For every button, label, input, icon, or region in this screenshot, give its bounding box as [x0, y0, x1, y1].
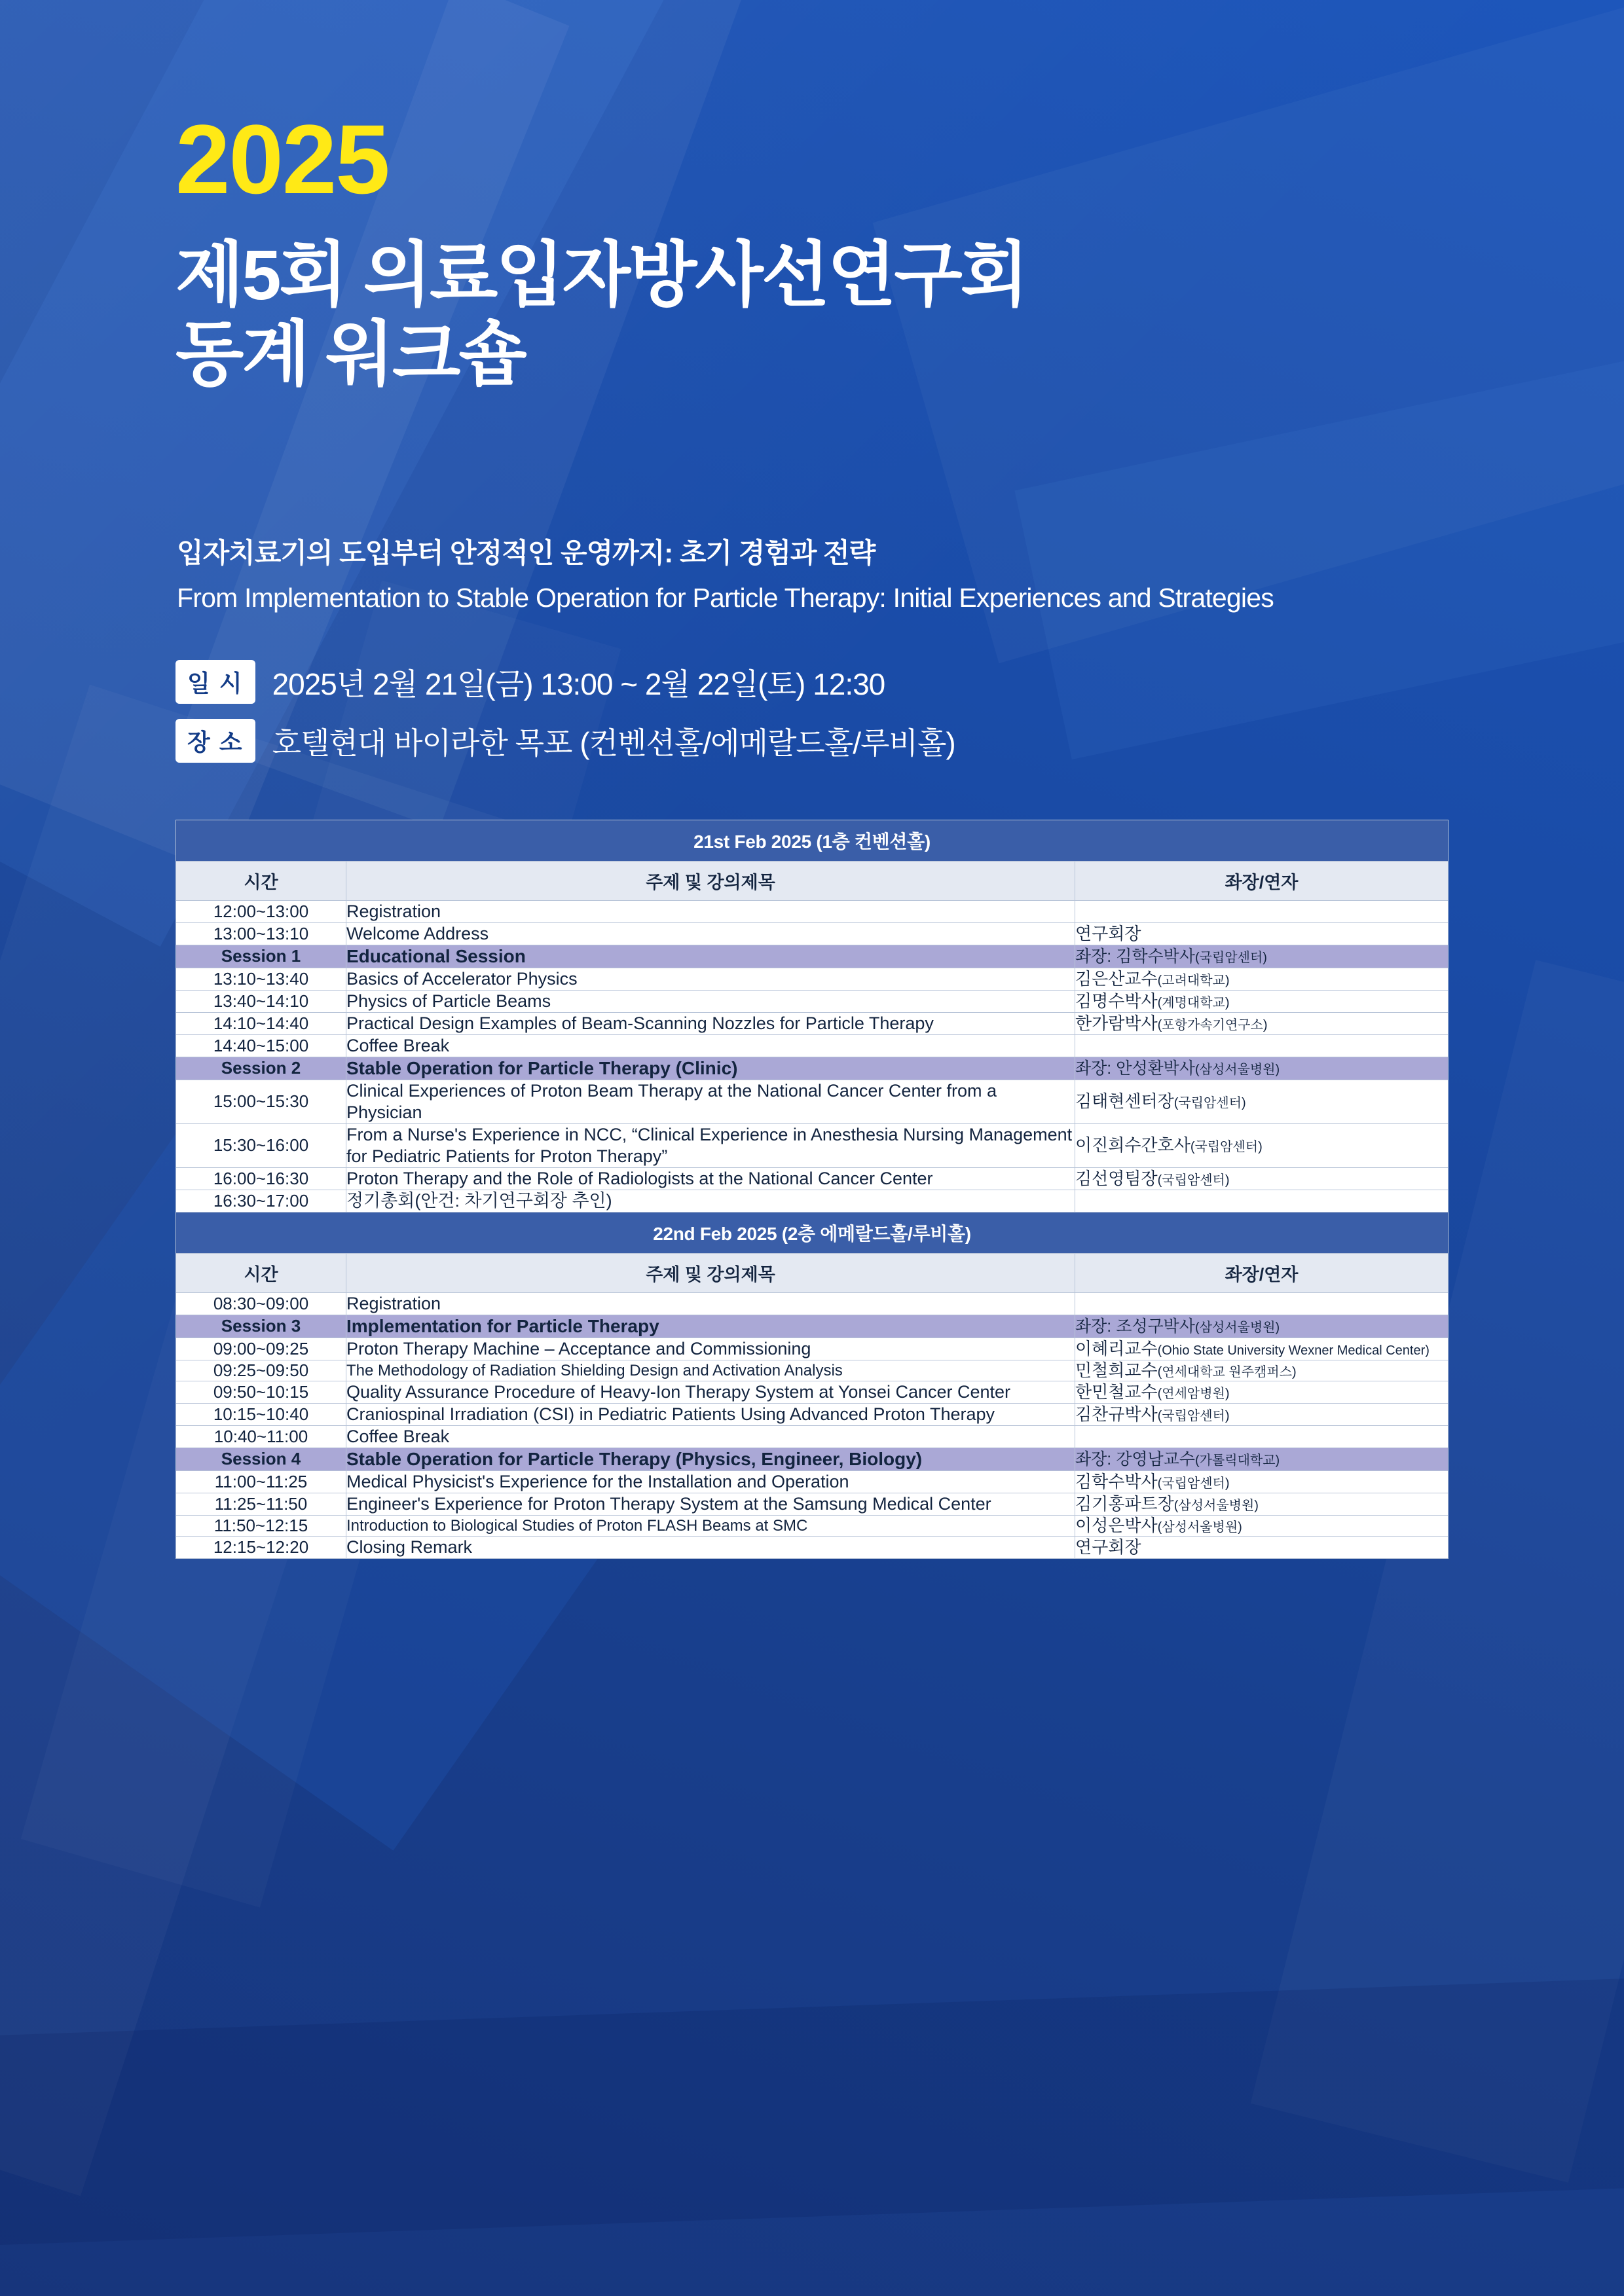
cell-speaker: [1075, 945, 1449, 968]
cell-speaker: [1075, 922, 1449, 945]
speaker-name: 좌장: 김학수박사: [1075, 947, 1195, 966]
speaker-name: 좌장: 안성환박사: [1075, 1059, 1195, 1078]
speaker-name: 이성은박사: [1075, 1515, 1158, 1535]
cell-time: 15:00~15:30: [176, 1080, 346, 1123]
cell-time: 13:00~13:10: [176, 922, 346, 945]
cell-topic: Implementation for Particle Therapy: [346, 1315, 1075, 1338]
speaker-affiliation: (계명대학교): [1157, 995, 1230, 1010]
cell-time: 12:00~13:00: [176, 901, 346, 923]
speaker-name: 이혜리교수: [1075, 1338, 1158, 1358]
cell-topic: Medical Physicist's Experience for the Installation and Operation: [346, 1470, 1075, 1493]
session-row: [176, 945, 1449, 968]
cell-time: 08:30~09:00: [176, 1292, 346, 1315]
schedule-table: [175, 820, 1449, 1559]
title-line-2: 동계 워크숍: [175, 314, 525, 393]
venue-info-row: [175, 719, 955, 763]
speaker-affiliation: (Ohio State University Wexner Medical Center): [1157, 1343, 1430, 1358]
column-header-topic: 주제 및 강의제목: [346, 862, 1075, 901]
cell-time: Session 3: [176, 1315, 346, 1338]
cell-topic: Practical Design Examples of Beam-Scanning Nozzles for Particle Therapy: [346, 1012, 1075, 1034]
cell-speaker: [1075, 1470, 1449, 1493]
column-header-time: 시간: [176, 862, 346, 901]
cell-speaker: [1075, 1338, 1449, 1360]
table-row: [176, 901, 1449, 923]
table-row: [176, 1338, 1449, 1360]
page-title: [175, 236, 1027, 394]
cell-topic: The Methodology of Radiation Shielding Design and Activation Analysis: [346, 1360, 1075, 1381]
cell-speaker: [1075, 1536, 1449, 1558]
title-line-1: 제5회 의료입자방사선연구회: [175, 235, 1027, 314]
table-row: [176, 1034, 1449, 1057]
speaker-affiliation: (가톨릭대학교): [1194, 1453, 1280, 1468]
speaker-affiliation: (고려대학교): [1157, 973, 1230, 988]
cell-topic: Craniospinal Irradiation (CSI) in Pediatric Patients Using Advanced Proton Therapy: [346, 1403, 1075, 1425]
table-row: [176, 1493, 1449, 1515]
column-header-row: [176, 1253, 1449, 1292]
cell-topic: Proton Therapy and the Role of Radiologists at the National Cancer Center: [346, 1167, 1075, 1190]
cell-speaker: [1075, 1425, 1449, 1448]
table-row: [176, 1012, 1449, 1034]
session-row: [176, 1057, 1449, 1080]
speaker-affiliation: (삼성서울병원): [1173, 1498, 1259, 1513]
speaker-name: 한민철교수: [1075, 1381, 1158, 1402]
table-row: [176, 1123, 1449, 1167]
speaker-name: 좌장: 조성구박사: [1075, 1317, 1195, 1336]
cell-time: 11:50~12:15: [176, 1515, 346, 1536]
cell-topic: Coffee Break: [346, 1034, 1075, 1057]
speaker-name: 김학수박사: [1075, 1471, 1158, 1491]
speaker-affiliation: (국립암센터): [1173, 1096, 1246, 1111]
venue-value: 호텔현대 바이라한 목포 (컨벤션홀/에메랄드홀/루비홀): [272, 725, 955, 760]
cell-time: 09:00~09:25: [176, 1338, 346, 1360]
cell-speaker: [1075, 1012, 1449, 1034]
day1-banner-row: [176, 820, 1449, 862]
cell-topic: From a Nurse's Experience in NCC, “Clinical Experience in Anesthesia Nursing Management for Pediatric Patients for Proton Therapy”: [346, 1123, 1075, 1167]
column-header-topic: 주제 및 강의제목: [346, 1253, 1075, 1292]
cell-speaker: [1075, 1493, 1449, 1515]
cell-topic: Welcome Address: [346, 922, 1075, 945]
speaker-affiliation: (국립암센터): [1157, 1408, 1230, 1423]
table-row: [176, 990, 1449, 1012]
cell-time: 10:15~10:40: [176, 1403, 346, 1425]
table-row: [176, 968, 1449, 991]
cell-topic: Introduction to Biological Studies of Proton FLASH Beams at SMC: [346, 1515, 1075, 1536]
cell-time: 15:30~16:00: [176, 1123, 346, 1167]
cell-topic: Coffee Break: [346, 1425, 1075, 1448]
day2-banner-row: [176, 1212, 1449, 1253]
cell-time: Session 2: [176, 1057, 346, 1080]
cell-time: 14:10~14:40: [176, 1012, 346, 1034]
venue-label: 장 소: [175, 719, 255, 763]
cell-speaker: [1075, 1292, 1449, 1315]
cell-topic: Clinical Experiences of Proton Beam Therapy at the National Cancer Center from a Physician: [346, 1080, 1075, 1123]
column-header-row: [176, 862, 1449, 901]
speaker-affiliation: (국립암센터): [1190, 1140, 1263, 1155]
cell-speaker: [1075, 1403, 1449, 1425]
column-header-speaker: 좌장/연자: [1075, 862, 1449, 901]
cell-speaker: [1075, 1381, 1449, 1403]
decorative-shard: [0, 1978, 1624, 2248]
cell-topic: Physics of Particle Beams: [346, 990, 1075, 1012]
cell-time: 13:10~13:40: [176, 968, 346, 991]
day-banner-label: 22nd Feb 2025 (2층 에메랄드홀/루비홀): [176, 1212, 1449, 1253]
cell-topic: 정기총회(안건: 차기연구회장 추인): [346, 1190, 1075, 1212]
table-row: [176, 1292, 1449, 1315]
speaker-affiliation: (국립암센터): [1157, 1173, 1230, 1188]
table-row: [176, 1381, 1449, 1403]
cell-topic: Stable Operation for Particle Therapy (Clinic): [346, 1057, 1075, 1080]
cell-topic: Stable Operation for Particle Therapy (Physics, Engineer, Biology): [346, 1448, 1075, 1470]
speaker-name: 이진희수간호사: [1075, 1135, 1190, 1156]
cell-speaker: [1075, 1360, 1449, 1381]
cell-time: 11:25~11:50: [176, 1493, 346, 1515]
cell-time: Session 4: [176, 1448, 346, 1470]
cell-time: Session 1: [176, 945, 346, 968]
cell-topic: Proton Therapy Machine – Acceptance and Commissioning: [346, 1338, 1075, 1360]
cell-speaker: [1075, 1057, 1449, 1080]
speaker-affiliation: (국립암센터): [1194, 950, 1267, 965]
date-value: 2025년 2월 21일(금) 13:00 ~ 2월 22일(토) 12:30: [272, 666, 885, 701]
table-row: [176, 1080, 1449, 1123]
cell-speaker: [1075, 1190, 1449, 1212]
column-header-time: 시간: [176, 1253, 346, 1292]
table-row: [176, 1425, 1449, 1448]
speaker-name: 연구회장: [1075, 1537, 1141, 1557]
speaker-name: 김태현센터장: [1075, 1091, 1174, 1112]
session-row: [176, 1448, 1449, 1470]
speaker-name: 김은산교수: [1075, 968, 1158, 989]
table-row: [176, 1167, 1449, 1190]
cell-topic: Engineer's Experience for Proton Therapy System at the Samsung Medical Center: [346, 1493, 1075, 1515]
speaker-name: 민철희교수: [1075, 1360, 1158, 1380]
cell-time: 13:40~14:10: [176, 990, 346, 1012]
cell-time: 14:40~15:00: [176, 1034, 346, 1057]
cell-speaker: [1075, 990, 1449, 1012]
cell-time: 09:50~10:15: [176, 1381, 346, 1403]
cell-time: 16:00~16:30: [176, 1167, 346, 1190]
speaker-affiliation: (삼성서울병원): [1194, 1320, 1280, 1335]
cell-topic: Basics of Accelerator Physics: [346, 968, 1075, 991]
cell-speaker: [1075, 1034, 1449, 1057]
speaker-name: 한가람박사: [1075, 1013, 1158, 1033]
cell-time: 12:15~12:20: [176, 1536, 346, 1558]
speaker-name: 연구회장: [1075, 923, 1141, 943]
cell-time: 10:40~11:00: [176, 1425, 346, 1448]
cell-speaker: [1075, 1080, 1449, 1123]
speaker-name: 김기홍파트장: [1075, 1493, 1174, 1514]
day-banner-label: 21st Feb 2025 (1층 컨벤션홀): [176, 820, 1449, 862]
table-row: [176, 1360, 1449, 1381]
speaker-name: 좌장: 강영남교수: [1075, 1449, 1195, 1468]
speaker-name: 김명수박사: [1075, 991, 1158, 1011]
cell-time: 16:30~17:00: [176, 1190, 346, 1212]
cell-speaker: [1075, 968, 1449, 991]
speaker-name: 김찬규박사: [1075, 1404, 1158, 1424]
cell-speaker: [1075, 1123, 1449, 1167]
date-label: 일 시: [175, 660, 255, 704]
date-info-row: [175, 660, 885, 704]
cell-time: 11:00~11:25: [176, 1470, 346, 1493]
speaker-affiliation: (포항가속기연구소): [1157, 1017, 1268, 1032]
session-row: [176, 1315, 1449, 1338]
cell-topic: Registration: [346, 1292, 1075, 1315]
speaker-affiliation: (삼성서울병원): [1157, 1520, 1242, 1535]
cell-speaker: [1075, 1515, 1449, 1536]
cell-speaker: [1075, 901, 1449, 923]
table-row: [176, 1403, 1449, 1425]
cell-speaker: [1075, 1315, 1449, 1338]
table-row: [176, 1515, 1449, 1536]
event-year: 2025: [175, 104, 389, 214]
speaker-affiliation: (국립암센터): [1157, 1476, 1230, 1491]
table-row: [176, 1470, 1449, 1493]
table-row: [176, 1536, 1449, 1558]
subtitle-english: From Implementation to Stable Operation for Particle Therapy: Initial Experiences and Strategies: [177, 583, 1274, 613]
cell-topic: Registration: [346, 901, 1075, 923]
cell-topic: Quality Assurance Procedure of Heavy-Ion Therapy System at Yonsei Cancer Center: [346, 1381, 1075, 1403]
table-row: [176, 1190, 1449, 1212]
cell-topic: Educational Session: [346, 945, 1075, 968]
table-row: [176, 922, 1449, 945]
cell-speaker: [1075, 1167, 1449, 1190]
subtitle-korean: 입자치료기의 도입부터 안정적인 운영까지: 초기 경험과 전략: [177, 538, 876, 568]
speaker-affiliation: (연세대학교 원주캠퍼스): [1157, 1364, 1297, 1379]
speaker-affiliation: (삼성서울병원): [1194, 1062, 1280, 1077]
cell-time: 09:25~09:50: [176, 1360, 346, 1381]
column-header-speaker: 좌장/연자: [1075, 1253, 1449, 1292]
cell-topic: Closing Remark: [346, 1536, 1075, 1558]
speaker-name: 김선영팀장: [1075, 1168, 1158, 1188]
speaker-affiliation: (연세암병원): [1157, 1386, 1230, 1401]
cell-speaker: [1075, 1448, 1449, 1470]
